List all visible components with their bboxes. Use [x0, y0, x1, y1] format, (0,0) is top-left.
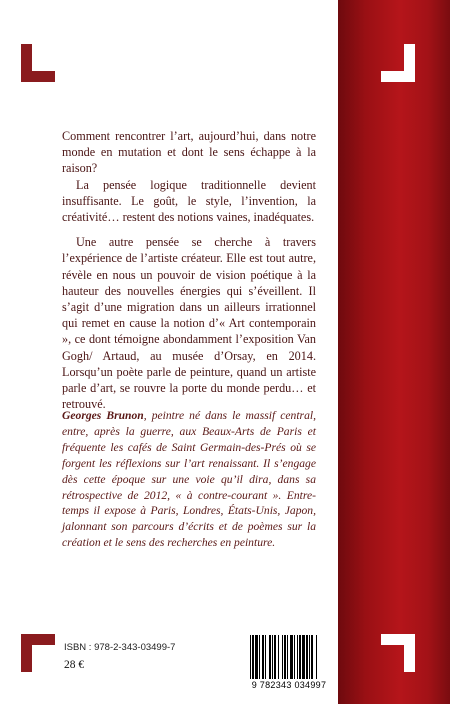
author-name: Georges Brunon: [62, 409, 144, 422]
barcode-number: 9 782343 034997: [251, 680, 327, 690]
barcode-bars: [250, 635, 326, 681]
corner-bracket-bottom-left: [21, 634, 55, 672]
description-paragraph-3: Une autre pensée se cherche à travers l’expérience de l’artiste créateur. Elle est tout autre, révèle en nous un pouvoir de vision poétique à la hauteur des nouvelles énergies qui s’éveillent. Il s’agit d’une migration dans un ailleurs irrationnel qui remet en cause la notion d’« Art contemporain », ce dont témoigne abondamment l’exposition Van Gogh/ Artaud, au musée d’Orsay, en 2014. Lorsqu’un poète parle de peinture, quand un artiste parle d’art, se rouvre la porte du monde perdu… et retrouvé.: [62, 235, 316, 412]
isbn-label: ISBN : 978-2-343-03499-7: [64, 642, 176, 653]
barcode: [246, 633, 330, 695]
corner-bracket-top-left: [21, 44, 55, 82]
author-bio-text: , peintre né dans le massif central, entre, après la guerre, aux Beaux-Arts de Paris et fréquente les cafés de Saint Germain-des-Prés où se forgent les réflexions sur l’art renaissant. Il s’engage dès cette époque sur une voie qu’il dira, dans sa rétrospective de 2012, « à contre-courant ». Entre-temps il expose à Paris, Londres, États-Unis, Japon, jalonnant son parcours d’écrits et de poèmes sur la création et le sens des recherches en peinture.: [62, 409, 316, 550]
price-label: 28 €: [64, 659, 85, 671]
red-spine-panel: [338, 0, 450, 704]
corner-bracket-bottom-right: [381, 634, 415, 672]
description-paragraph-2: La pensée logique traditionnelle devient insuffisante. Le goût, le style, l’invention, la créativité… restent des notions vaines, inadéquates.: [62, 177, 316, 225]
book-description: [62, 128, 316, 412]
corner-bracket-top-right: [381, 44, 415, 82]
author-bio: [62, 408, 316, 551]
description-paragraph-1: Comment rencontrer l’art, aujourd’hui, dans notre monde en mutation et dont le sens échappe à la raison?: [62, 129, 316, 176]
